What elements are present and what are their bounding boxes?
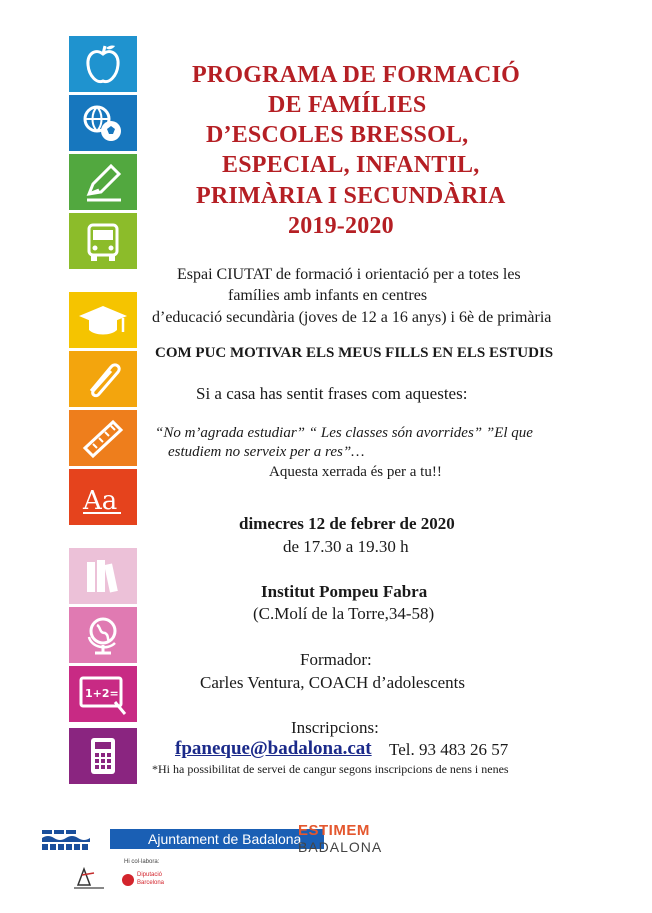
- svg-text:1+2=: 1+2=: [85, 687, 119, 700]
- event-time: de 17.30 a 19.30 h: [283, 537, 409, 556]
- strip-pencil: [69, 154, 137, 210]
- venue-name: Institut Pompeu Fabra: [261, 582, 428, 601]
- strip-letters: [69, 469, 137, 525]
- email-link[interactable]: fpaneque@badalona.cat: [175, 738, 372, 759]
- diputacio-logo: [122, 872, 182, 892]
- strip-globe: [69, 607, 137, 663]
- intro-line-1: Espai CIUTAT de formació i orientació per a totes les: [177, 266, 521, 283]
- strip-clip: [69, 351, 137, 407]
- ruler-icon: [69, 410, 137, 466]
- strip-bus: [69, 213, 137, 269]
- title-line-1: PROGRAMA DE FORMACIÓ: [192, 62, 520, 88]
- intro-line-2: famílies amb infants en centres: [228, 287, 428, 304]
- strip-ruler: [69, 410, 137, 466]
- svg-text:Aa: Aa: [83, 486, 118, 516]
- ajuntament-text: Ajuntament de Badalona: [148, 831, 302, 847]
- strip-math: [69, 666, 137, 722]
- intro-line-3: d’educació secundària (joves de 12 a 16 anys) i 6è de primària: [152, 309, 552, 326]
- title-line-5: PRIMÀRIA I SECUNDÀRIA: [196, 183, 506, 209]
- estimem-text: ESTIMEM: [298, 822, 370, 839]
- quotes-line-2: estudiem no serveix per a res”…: [168, 444, 365, 460]
- diputacio-text-2: Barcelona: [137, 880, 165, 886]
- quotes-line-1: “No m’agrada estudiar” “ Les classes són avorrides” ”El que: [155, 425, 533, 441]
- title-line-3: D’ESCOLES BRESSOL,: [206, 122, 469, 148]
- diputacio-icon: [122, 874, 134, 886]
- books-icon: [69, 548, 137, 604]
- apple-icon: [69, 36, 137, 92]
- collab-label: Hi col·labora:: [124, 859, 160, 865]
- estimem-logo: [298, 822, 388, 856]
- babysitting-note: *Hi ha possibilitat de servei de cangur segons inscripcions de nens i nenes: [152, 762, 509, 776]
- topic-heading: COM PUC MOTIVAR ELS MEUS FILLS EN ELS ESTUDIS: [155, 345, 554, 361]
- pencil-icon: [69, 154, 137, 210]
- badalona-shield-icon: [40, 826, 102, 852]
- school-logo-icon: [70, 865, 110, 891]
- event-date: dimecres 12 de febrer de 2020: [239, 514, 455, 533]
- question-text: Si a casa has sentit frases com aquestes:: [196, 384, 468, 403]
- title-line-4: ESPECIAL, INFANTIL,: [222, 152, 480, 178]
- balls-icon: [69, 95, 137, 151]
- strip-apple: [69, 36, 137, 92]
- trainer-name: Carles Ventura, COACH d’adolescents: [200, 673, 466, 692]
- venue-address: (C.Molí de la Torre,34-58): [253, 604, 435, 623]
- math-icon: [69, 666, 137, 722]
- badalona-text: BADALONA: [298, 839, 383, 855]
- phone-text: Tel. 93 483 26 57: [389, 740, 509, 759]
- globe-icon: [69, 607, 137, 663]
- diputacio-text-1: Diputació: [137, 872, 163, 878]
- bus-icon: [69, 213, 137, 269]
- ajuntament-logo: [40, 826, 302, 852]
- for-you-text: Aquesta xerrada és per a tu!!: [269, 464, 442, 480]
- calculator-icon: [69, 728, 137, 784]
- signup-label: Inscripcions:: [291, 718, 379, 737]
- strip-calculator: [69, 728, 137, 784]
- title-line-2: DE FAMÍLIES: [268, 92, 427, 118]
- trainer-label: Formador:: [300, 650, 372, 669]
- paperclip-icon: [69, 351, 137, 407]
- letters-icon: [69, 469, 137, 525]
- graduation-cap-icon: [69, 292, 137, 348]
- strip-books: [69, 548, 137, 604]
- title-line-6: 2019-2020: [288, 213, 394, 239]
- strip-balls: [69, 95, 137, 151]
- strip-cap: [69, 292, 137, 348]
